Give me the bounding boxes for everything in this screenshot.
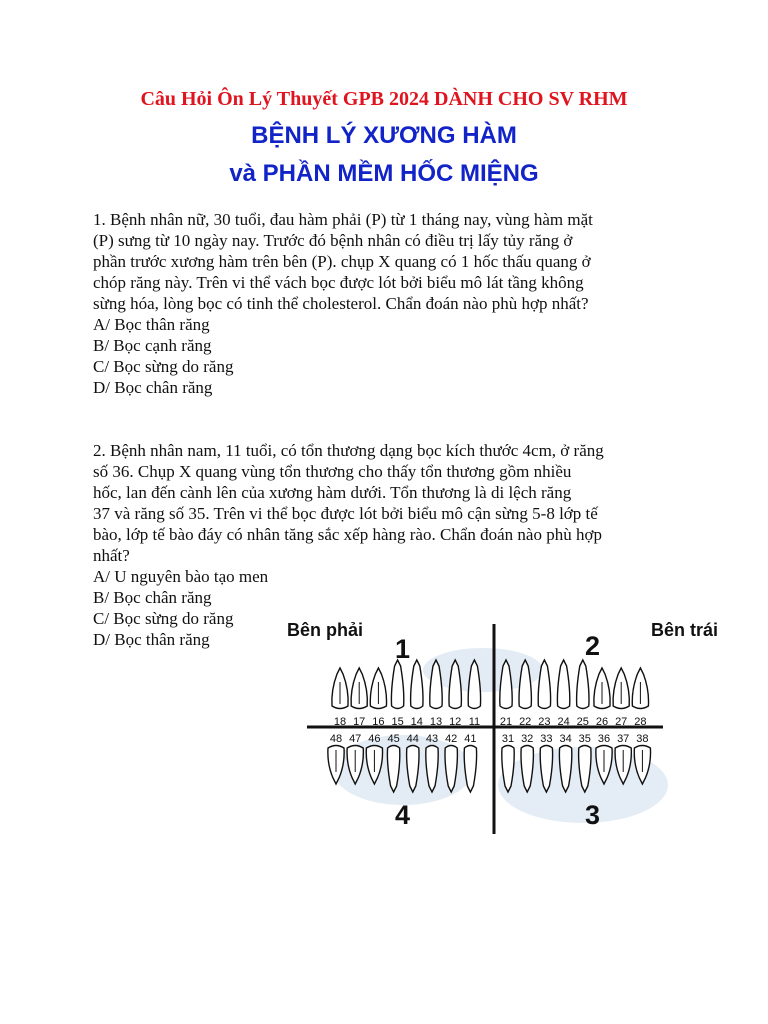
label-left-side: Bên trái — [651, 620, 719, 640]
tooth-number-17: 17 — [353, 716, 366, 728]
tooth-number-35: 35 — [578, 733, 591, 745]
answer-option-a: A/ U nguyên bào tạo men — [93, 567, 269, 586]
tooth-15 — [391, 660, 403, 709]
tooth-number-41: 41 — [464, 733, 477, 745]
tooth-numbers — [330, 716, 649, 745]
question-stem-line: số 36. Chụp X quang vùng tổn thương cho thấy tổn thương gồm nhiều — [93, 462, 572, 481]
tooth-number-44: 44 — [406, 733, 419, 745]
document-subtitle: Câu Hỏi Ôn Lý Thuyết GPB 2024 DÀNH CHO SV RHM — [140, 88, 628, 110]
tooth-number-47: 47 — [349, 733, 362, 745]
tooth-24 — [557, 660, 569, 709]
tooth-25 — [577, 660, 589, 709]
tooth-number-27: 27 — [615, 716, 628, 728]
tooth-number-45: 45 — [387, 733, 400, 745]
quadrant-number-2: 2 — [585, 631, 601, 661]
tooth-number-15: 15 — [391, 716, 404, 728]
tooth-number-13: 13 — [429, 716, 443, 728]
tooth-number-32: 32 — [521, 733, 534, 745]
tooth-number-46: 46 — [368, 733, 381, 745]
document-title-line-1: BỆNH LÝ XƯƠNG HÀM — [251, 122, 517, 149]
tooth-number-26: 26 — [595, 716, 609, 728]
tooth-number-24: 24 — [557, 716, 570, 728]
tooth-number-42: 42 — [445, 733, 458, 745]
question-stem-line: hốc, lan đến cành lên của xương hàm dưới. Tổn thương là di lệch răng — [93, 483, 572, 502]
tooth-14 — [411, 660, 423, 709]
question-stem-line: 37 và răng số 35. Trên vi thể bọc được lót bởi biểu mô cận sừng 5-8 lớp tế — [93, 504, 598, 523]
tooth-number-48: 48 — [329, 733, 343, 745]
tooth-number-34: 34 — [559, 733, 572, 745]
tooth-number-16: 16 — [372, 716, 385, 728]
question-stem-line: nhất? — [93, 546, 130, 565]
tooth-number-25: 25 — [576, 716, 589, 728]
tooth-number-28: 28 — [634, 716, 647, 728]
quadrant-number-4: 4 — [395, 800, 411, 830]
question-stem-line: 1. Bệnh nhân nữ, 30 tuổi, đau hàm phải (P) từ 1 tháng nay, vùng hàm mặt — [93, 210, 593, 229]
tooth-number-43: 43 — [425, 733, 439, 745]
question-stem-line: bào, lớp tế bào đáy có nhân tăng sắc xếp hàng rào. Chẩn đoán nào phù hợp — [93, 525, 602, 544]
answer-option-d: D/ Bọc chân răng — [93, 378, 213, 397]
tooth-number-37: 37 — [617, 733, 630, 745]
question-stem-line: chóp răng này. Trên vi thể vách bọc được lót bởi biểu mô lát tầng không — [93, 273, 584, 292]
tooth-number-36: 36 — [597, 733, 611, 745]
tooth-number-11: 11 — [468, 716, 481, 728]
tooth-number-18: 18 — [333, 716, 347, 728]
answer-option-c: C/ Bọc sừng do răng — [93, 609, 234, 628]
answer-option-b: B/ Bọc cạnh răng — [93, 336, 212, 355]
quadrant-number-3: 3 — [585, 800, 601, 830]
tooth-number-38: 38 — [636, 733, 649, 745]
tooth-numbering-chart — [283, 610, 738, 840]
answer-option-d: D/ Bọc thân răng — [93, 630, 210, 649]
tooth-number-21: 21 — [499, 716, 513, 728]
question-stem-line: 2. Bệnh nhân nam, 11 tuổi, có tổn thương dạng bọc kích thước 4cm, ở răng — [93, 441, 604, 460]
answer-option-c: C/ Bọc sừng do răng — [93, 357, 234, 376]
tooth-number-14: 14 — [410, 716, 423, 728]
tooth-number-22: 22 — [519, 716, 532, 728]
tooth-number-12: 12 — [449, 716, 462, 728]
answer-option-b: B/ Bọc chân răng — [93, 588, 212, 607]
question-stem-line: (P) sưng từ 10 ngày nay. Trước đó bệnh nhân có điều trị lấy tủy răng ở — [93, 231, 573, 250]
tooth-number-23: 23 — [538, 716, 551, 728]
quadrant-number-1: 1 — [395, 634, 411, 664]
answer-option-a: A/ Bọc thân răng — [93, 315, 210, 334]
question-1 — [93, 209, 693, 398]
document-title-line-2: và PHẦN MỀM HỐC MIỆNG — [229, 160, 539, 187]
tooth-number-31: 31 — [501, 733, 515, 745]
tooth-number-33: 33 — [540, 733, 553, 745]
label-right-side: Bên phải — [287, 620, 364, 640]
question-stem-line: phần trước xương hàm trên bên (P). chụp X quang có 1 hốc thấu quang ở — [93, 252, 591, 271]
question-stem-line: sừng hóa, lòng bọc có tinh thể cholesterol. Chẩn đoán nào phù hợp nhất? — [93, 294, 589, 313]
